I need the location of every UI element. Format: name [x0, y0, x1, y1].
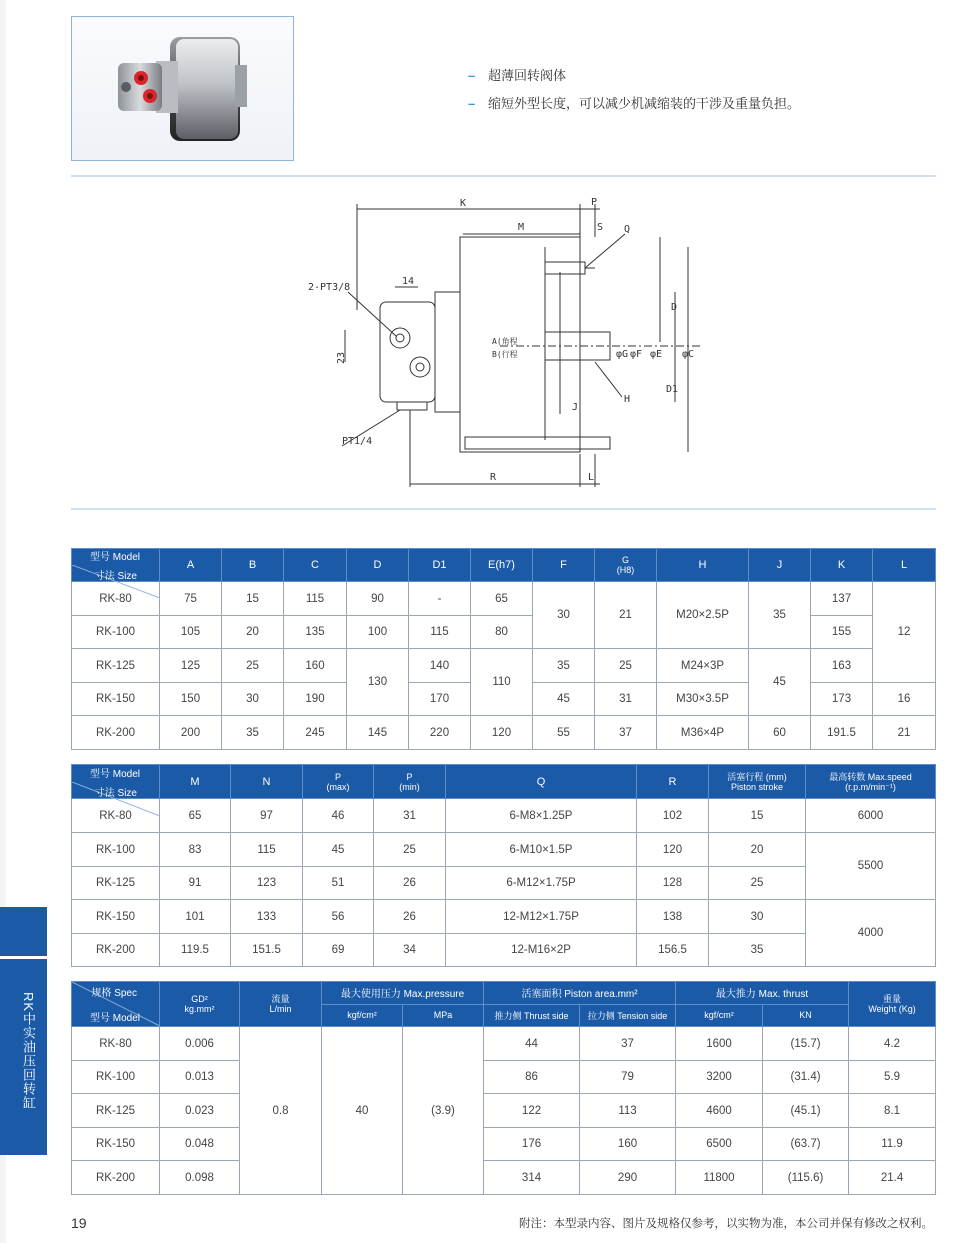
cell: 6-M8×1.25P — [446, 799, 637, 833]
cell: 173 — [811, 683, 873, 716]
cell: 91 — [160, 867, 231, 900]
corner-header: 规格 Spec 型号 Model — [72, 982, 160, 1027]
feature-text: 超薄回转阀体 — [488, 68, 567, 83]
model-cell: RK-80 — [72, 582, 160, 616]
cell: 12-M16×2P — [446, 934, 637, 967]
cell: 135 — [284, 616, 347, 649]
col-header: D1 — [409, 549, 471, 582]
cell: 11.9 — [849, 1128, 936, 1161]
cell: 65 — [471, 582, 533, 616]
cell: - — [409, 582, 471, 616]
divider-top — [71, 175, 936, 177]
dash-bullet-icon: – — [468, 68, 476, 83]
cell: 46 — [303, 799, 374, 833]
cell: 37 — [595, 716, 657, 750]
divider-bottom — [71, 508, 936, 510]
cell: 100 — [347, 616, 409, 649]
footnote: 附注：本型录内容、图片及规格仅参考，以实物为准，本公司并保有修改之权利。 — [519, 1218, 933, 1230]
feature-item — [468, 62, 800, 90]
cell: 21.4 — [849, 1161, 936, 1195]
page-number: 19 — [71, 1215, 87, 1231]
cell: 190 — [284, 683, 347, 716]
cell: 11800 — [676, 1161, 763, 1195]
dim-h-label: H — [624, 394, 631, 405]
cell: 290 — [580, 1161, 676, 1195]
dim-14-label: 14 — [402, 276, 415, 287]
col-header: 活塞面积 Piston area.mm² — [484, 982, 676, 1005]
dash-bullet-icon: – — [468, 96, 476, 111]
dim-j-label: J — [572, 402, 579, 413]
cell: M24×3P — [657, 649, 749, 683]
cell: 80 — [471, 616, 533, 649]
cell: M30×3.5P — [657, 683, 749, 716]
col-header: R — [637, 765, 709, 799]
cell: 79 — [580, 1061, 676, 1094]
cell: 30 — [222, 683, 284, 716]
cell: 97 — [231, 799, 303, 833]
col-header: Q — [446, 765, 637, 799]
cell: 4.2 — [849, 1027, 936, 1061]
cell: 30 — [533, 582, 595, 649]
cell: 128 — [637, 867, 709, 900]
col-header: 最大推力 Max. thrust — [676, 982, 849, 1005]
col-subheader: kgf/cm² — [322, 1004, 403, 1027]
cell: 163 — [811, 649, 873, 683]
cell: 245 — [284, 716, 347, 750]
dim-f-label: φF — [630, 349, 643, 360]
cell: 51 — [303, 867, 374, 900]
cell: 25 — [709, 867, 806, 900]
dimension-table-2 — [71, 764, 936, 967]
table-row — [72, 582, 936, 616]
col-header: A — [160, 549, 222, 582]
cell: 314 — [484, 1161, 580, 1195]
cell: 86 — [484, 1061, 580, 1094]
cell: 0.023 — [160, 1094, 240, 1128]
cell: 16 — [873, 683, 936, 716]
cell: 191.5 — [811, 716, 873, 750]
cell: 35 — [749, 582, 811, 649]
model-cell: RK-80 — [72, 799, 160, 833]
model-cell: RK-150 — [72, 900, 160, 934]
col-header: G (H8) — [595, 549, 657, 582]
cell: 0.8 — [240, 1027, 322, 1195]
cell: 30 — [709, 900, 806, 934]
cell: (45.1) — [763, 1094, 849, 1128]
cell: M20×2.5P — [657, 582, 749, 649]
cell: (31.4) — [763, 1061, 849, 1094]
col-subheader: KN — [763, 1004, 849, 1027]
cell: 8.1 — [849, 1094, 936, 1128]
cell: 151.5 — [231, 934, 303, 967]
table-row — [72, 1161, 936, 1195]
dim-p-label: P — [591, 197, 598, 208]
cell: 21 — [595, 582, 657, 649]
cell: (115.6) — [763, 1161, 849, 1195]
cell: 176 — [484, 1128, 580, 1161]
cell: 160 — [284, 649, 347, 683]
cell: 45 — [303, 833, 374, 867]
col-header: F — [533, 549, 595, 582]
cell: 12-M12×1.75P — [446, 900, 637, 934]
cell: 122 — [484, 1094, 580, 1128]
cell: 1600 — [676, 1027, 763, 1061]
feature-list — [468, 62, 800, 118]
cell: 4000 — [806, 900, 936, 967]
cell: 25 — [222, 649, 284, 683]
table-row — [72, 1061, 936, 1094]
cell: 35 — [709, 934, 806, 967]
dim-q-label: Q — [624, 224, 631, 235]
chapter-side-tab — [0, 907, 47, 1155]
model-cell: RK-125 — [72, 867, 160, 900]
model-cell: RK-200 — [72, 934, 160, 967]
col-header: L — [873, 549, 936, 582]
col-header: C — [284, 549, 347, 582]
cell: 101 — [160, 900, 231, 934]
cell: 220 — [409, 716, 471, 750]
side-tab-separator — [0, 956, 47, 959]
b-stroke-label: B(行程 — [492, 350, 518, 359]
port-pt38-label: 2-PT3/8 — [308, 282, 351, 293]
cell: 130 — [347, 649, 409, 716]
cell: 0.048 — [160, 1128, 240, 1161]
dim-k-label: K — [460, 198, 467, 209]
model-cell: RK-150 — [72, 683, 160, 716]
cell: 113 — [580, 1094, 676, 1128]
dim-g-label: φG — [616, 349, 629, 360]
col-header: P (min) — [374, 765, 446, 799]
dim-d1-label: D1 — [666, 384, 679, 395]
cell: 160 — [580, 1128, 676, 1161]
cell: 170 — [409, 683, 471, 716]
model-cell: RK-100 — [72, 833, 160, 867]
cell: 37 — [580, 1027, 676, 1061]
col-header: P (max) — [303, 765, 374, 799]
col-header: E(h7) — [471, 549, 533, 582]
cell: 20 — [222, 616, 284, 649]
port-pt14-label: PT1/4 — [342, 436, 373, 447]
cell: 12 — [873, 582, 936, 683]
cell: 26 — [374, 900, 446, 934]
cell: 120 — [637, 833, 709, 867]
cell: 120 — [471, 716, 533, 750]
col-header: D — [347, 549, 409, 582]
cell: 55 — [533, 716, 595, 750]
cell: 133 — [231, 900, 303, 934]
col-subheader: kgf/cm² — [676, 1004, 763, 1027]
model-cell: RK-125 — [72, 1094, 160, 1128]
cell: 75 — [160, 582, 222, 616]
col-header: 活塞行程 (mm) Piston stroke — [709, 765, 806, 799]
cell: 0.006 — [160, 1027, 240, 1061]
cell: 105 — [160, 616, 222, 649]
col-subheader: 推力侧 Thrust side — [484, 1004, 580, 1027]
dim-d-label: D — [671, 302, 678, 313]
cell: 140 — [409, 649, 471, 683]
cell: 5500 — [806, 833, 936, 900]
cell: 110 — [471, 649, 533, 716]
cell: 25 — [374, 833, 446, 867]
cell: 115 — [231, 833, 303, 867]
col-header: M — [160, 765, 231, 799]
cell: (3.9) — [403, 1027, 484, 1195]
table-row — [72, 833, 936, 867]
rotary-cylinder-illustration — [72, 17, 293, 160]
col-header: B — [222, 549, 284, 582]
cell: 35 — [222, 716, 284, 750]
cell: 40 — [322, 1027, 403, 1195]
model-cell: RK-80 — [72, 1027, 160, 1061]
cell: 6-M10×1.5P — [446, 833, 637, 867]
cell: 145 — [347, 716, 409, 750]
model-cell: RK-100 — [72, 1061, 160, 1094]
cell: 4600 — [676, 1094, 763, 1128]
a-stroke-label: A(角程 — [492, 337, 518, 346]
corner-header: 寸法 Size 型号 Model — [72, 549, 160, 582]
cell: (15.7) — [763, 1027, 849, 1061]
table-row — [72, 649, 936, 683]
model-cell: RK-200 — [72, 1161, 160, 1195]
col-header: 重量 Weight (Kg) — [849, 982, 936, 1027]
dim-23-label: 23 — [336, 351, 347, 364]
col-header: J — [749, 549, 811, 582]
col-header: K — [811, 549, 873, 582]
cell: 0.098 — [160, 1161, 240, 1195]
cell: 34 — [374, 934, 446, 967]
col-header: 流量 L/min — [240, 982, 322, 1027]
cell: 25 — [595, 649, 657, 683]
cell: M36×4P — [657, 716, 749, 750]
dimension-table-1 — [71, 548, 936, 750]
side-tab-label: RK中实油压回转缸 — [21, 992, 36, 1111]
cell: 115 — [284, 582, 347, 616]
col-header: GD² kg.mm² — [160, 982, 240, 1027]
cell: 156.5 — [637, 934, 709, 967]
performance-table — [71, 981, 936, 1195]
cell: 83 — [160, 833, 231, 867]
table-row — [72, 1027, 936, 1061]
cell: 45 — [533, 683, 595, 716]
cell: 6500 — [676, 1128, 763, 1161]
corner-header: 寸法 Size 型号 Model — [72, 765, 160, 799]
product-photo-frame — [71, 16, 294, 161]
cell: 115 — [409, 616, 471, 649]
col-subheader: 拉力侧 Tension side — [580, 1004, 676, 1027]
cell: 5.9 — [849, 1061, 936, 1094]
cell: 150 — [160, 683, 222, 716]
technical-drawing — [300, 192, 720, 492]
model-cell: RK-150 — [72, 1128, 160, 1161]
dim-l-label: L — [588, 472, 595, 483]
cell: 31 — [374, 799, 446, 833]
model-cell: RK-100 — [72, 616, 160, 649]
dim-r-label: R — [490, 472, 497, 483]
table-row — [72, 799, 936, 833]
cell: (63.7) — [763, 1128, 849, 1161]
dim-s-label: S — [597, 222, 604, 233]
cell: 6-M12×1.75P — [446, 867, 637, 900]
cell: 31 — [595, 683, 657, 716]
cell: 65 — [160, 799, 231, 833]
col-header: N — [231, 765, 303, 799]
cell: 26 — [374, 867, 446, 900]
feature-text: 缩短外型长度，可以减少机减缩装的干涉及重量负担。 — [488, 96, 801, 111]
cell: 60 — [749, 716, 811, 750]
cell: 15 — [222, 582, 284, 616]
side-tab-top-block — [0, 907, 47, 955]
cell: 119.5 — [160, 934, 231, 967]
cell: 45 — [749, 649, 811, 716]
cell: 15 — [709, 799, 806, 833]
cell: 125 — [160, 649, 222, 683]
dim-c-label: φC — [682, 349, 695, 360]
cell: 44 — [484, 1027, 580, 1061]
col-subheader: MPa — [403, 1004, 484, 1027]
cell: 3200 — [676, 1061, 763, 1094]
table-row — [72, 1128, 936, 1161]
cell: 69 — [303, 934, 374, 967]
col-header: 最大使用压力 Max.pressure — [322, 982, 484, 1005]
cell: 20 — [709, 833, 806, 867]
cell: 137 — [811, 582, 873, 616]
cell: 138 — [637, 900, 709, 934]
cell: 21 — [873, 716, 936, 750]
table-row — [72, 716, 936, 750]
cell: 0.013 — [160, 1061, 240, 1094]
feature-item — [468, 90, 800, 118]
table-row — [72, 900, 936, 934]
model-cell: RK-200 — [72, 716, 160, 750]
cell: 200 — [160, 716, 222, 750]
cell: 102 — [637, 799, 709, 833]
cell: 123 — [231, 867, 303, 900]
col-header: H — [657, 549, 749, 582]
dim-m-label: M — [518, 222, 525, 233]
cell: 35 — [533, 649, 595, 683]
dim-e-label: φE — [650, 349, 663, 360]
cell: 90 — [347, 582, 409, 616]
cell: 56 — [303, 900, 374, 934]
cell: 155 — [811, 616, 873, 649]
col-header: 最高转数 Max.speed (r.p.m/min⁻¹) — [806, 765, 936, 799]
table-row — [72, 1094, 936, 1128]
model-cell: RK-125 — [72, 649, 160, 683]
cell: 6000 — [806, 799, 936, 833]
